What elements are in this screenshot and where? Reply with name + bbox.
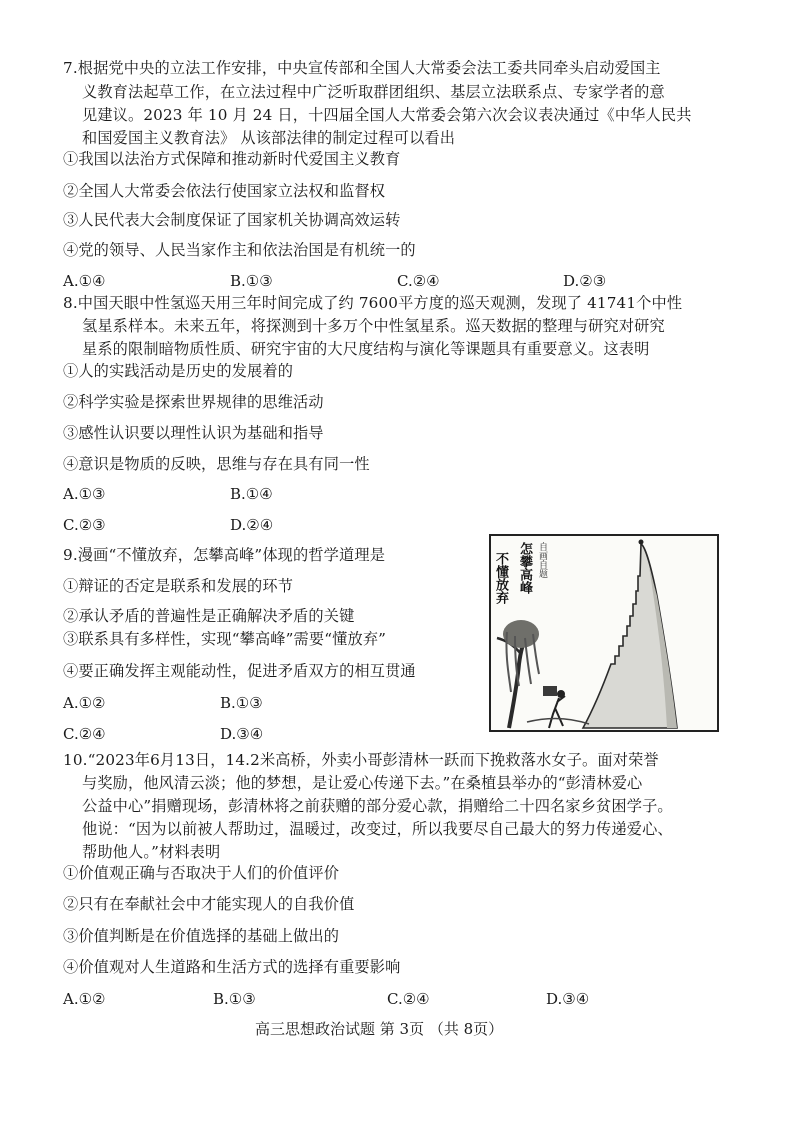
q10-answer-a: A.①② <box>63 990 106 1008</box>
q7-answer-c: C.②④ <box>397 272 440 290</box>
q9-answer-d: D.③④ <box>220 725 264 743</box>
q10-answer-d: D.③④ <box>546 990 590 1008</box>
q10-stem-line: 他说：“因为以前被人帮助过，温暖过，改变过，所以我要尽自己最大的努力传递爱心、 <box>82 820 673 838</box>
q7-answer-d: D.②③ <box>563 272 607 290</box>
q7-stem-line: 7.根据党中央的立法工作安排，中央宣传部和全国人大常委会法工委共同牵头启动爱国主 <box>63 59 661 77</box>
comic-caption: 自画自题 <box>537 542 547 578</box>
q10-option: ①价值观正确与否取决于人们的价值评价 <box>63 864 340 882</box>
q7-option: ①我国以法治方式保障和推动新时代爱国主义教育 <box>63 150 401 168</box>
q10-option: ②只有在奉献社会中才能实现人的自我价值 <box>63 895 355 913</box>
page-footer: 高三思想政治试题 第 3页 （共 8页） <box>255 1020 504 1038</box>
q7-option: ④党的领导、人民当家作主和依法治国是有机统一的 <box>63 241 416 259</box>
q8-answer-a: A.①③ <box>63 485 106 503</box>
comic-title-a: 不懂放弃 <box>493 552 508 604</box>
q9-answer-b: B.①③ <box>220 694 263 712</box>
q9-stem: 9.漫画“不懂放弃，怎攀高峰”体现的哲学道理是 <box>63 546 386 564</box>
q9-option: ④要正确发挥主观能动性，促进矛盾双方的相互贯通 <box>63 662 416 680</box>
q9-option: ①辩证的否定是联系和发展的环节 <box>63 577 294 595</box>
q10-answer-b: B.①③ <box>213 990 256 1008</box>
q8-answer-b: B.①④ <box>230 485 273 503</box>
q10-option: ③价值判断是在价值选择的基础上做出的 <box>63 927 340 945</box>
q10-stem-line: 10.“2023年6月13日，14.2米高桥，外卖小哥彭清林一跃而下挽救落水女子。面对荣誉 <box>63 751 659 769</box>
q10-stem-line: 帮助他人。”材料表明 <box>82 843 221 861</box>
q7-option: ③人民代表大会制度保证了国家机关协调高效运转 <box>63 211 401 229</box>
q9-answer-c: C.②④ <box>63 725 106 743</box>
q7-stem-line: 和国爱国主义教育法》 从该部法律的制定过程可以看出 <box>82 129 456 147</box>
summit-figure <box>639 540 644 545</box>
q8-option: ②科学实验是探索世界规律的思维活动 <box>63 393 324 411</box>
q9-option: ②承认矛盾的普遍性是正确解决矛盾的关键 <box>63 607 355 625</box>
q8-stem-line: 星系的限制暗物质性质、研究宇宙的大尺度结构与演化等课题具有重要意义。这表明 <box>82 340 650 358</box>
q7-option: ②全国人大常委会依法行使国家立法权和监督权 <box>63 182 386 200</box>
q9-answer-a: A.①② <box>63 694 106 712</box>
q10-stem-line: 与奖励，他风清云淡；他的梦想，是让爱心传递下去。”在桑植县举办的“彭清林爱心 <box>82 774 643 792</box>
q7-answer-b: B.①③ <box>230 272 273 290</box>
man-body <box>549 696 565 728</box>
q7-answer-a: A.①④ <box>63 272 106 290</box>
q8-stem-line: 8.中国天眼中性氢巡天用三年时间完成了约 7600平方度的巡天观测，发现了 41741个中性 <box>63 294 683 312</box>
comic-illustration <box>489 534 719 732</box>
q10-stem-line: 公益中心”捐赠现场，彭清林将之前获赠的部分爱心款，捐赠给二十四名家乡贫困学子。 <box>82 797 673 815</box>
q8-answer-d: D.②④ <box>230 516 274 534</box>
ground-shadow <box>527 718 589 724</box>
q8-answer-c: C.②③ <box>63 516 106 534</box>
q7-stem-line: 义教育法起草工作，在立法过程中广泛听取群团组织、基层立法联系点、专家学者的意 <box>82 83 665 101</box>
comic-title-b: 怎攀高峰 <box>517 542 532 594</box>
q8-option: ①人的实践活动是历史的发展着的 <box>63 362 294 380</box>
sack <box>543 686 557 696</box>
q9-option: ③联系具有多样性，实现“攀高峰”需要“懂放弃” <box>63 630 387 648</box>
q8-option: ③感性认识要以理性认识为基础和指导 <box>63 424 324 442</box>
q10-answer-c: C.②④ <box>387 990 430 1008</box>
q8-stem-line: 氢星系样本。未来五年，将探测到十多万个中性氢星系。巡天数据的整理与研究对研究 <box>82 317 665 335</box>
q8-option: ④意识是物质的反映，思维与存在具有同一性 <box>63 455 370 473</box>
q10-option: ④价值观对人生道路和生活方式的选择有重要影响 <box>63 958 401 976</box>
q7-stem-line: 见建议。2023 年 10 月 24 日，十四届全国人大常委会第六次会议表决通过《中华人民共 <box>82 106 692 124</box>
